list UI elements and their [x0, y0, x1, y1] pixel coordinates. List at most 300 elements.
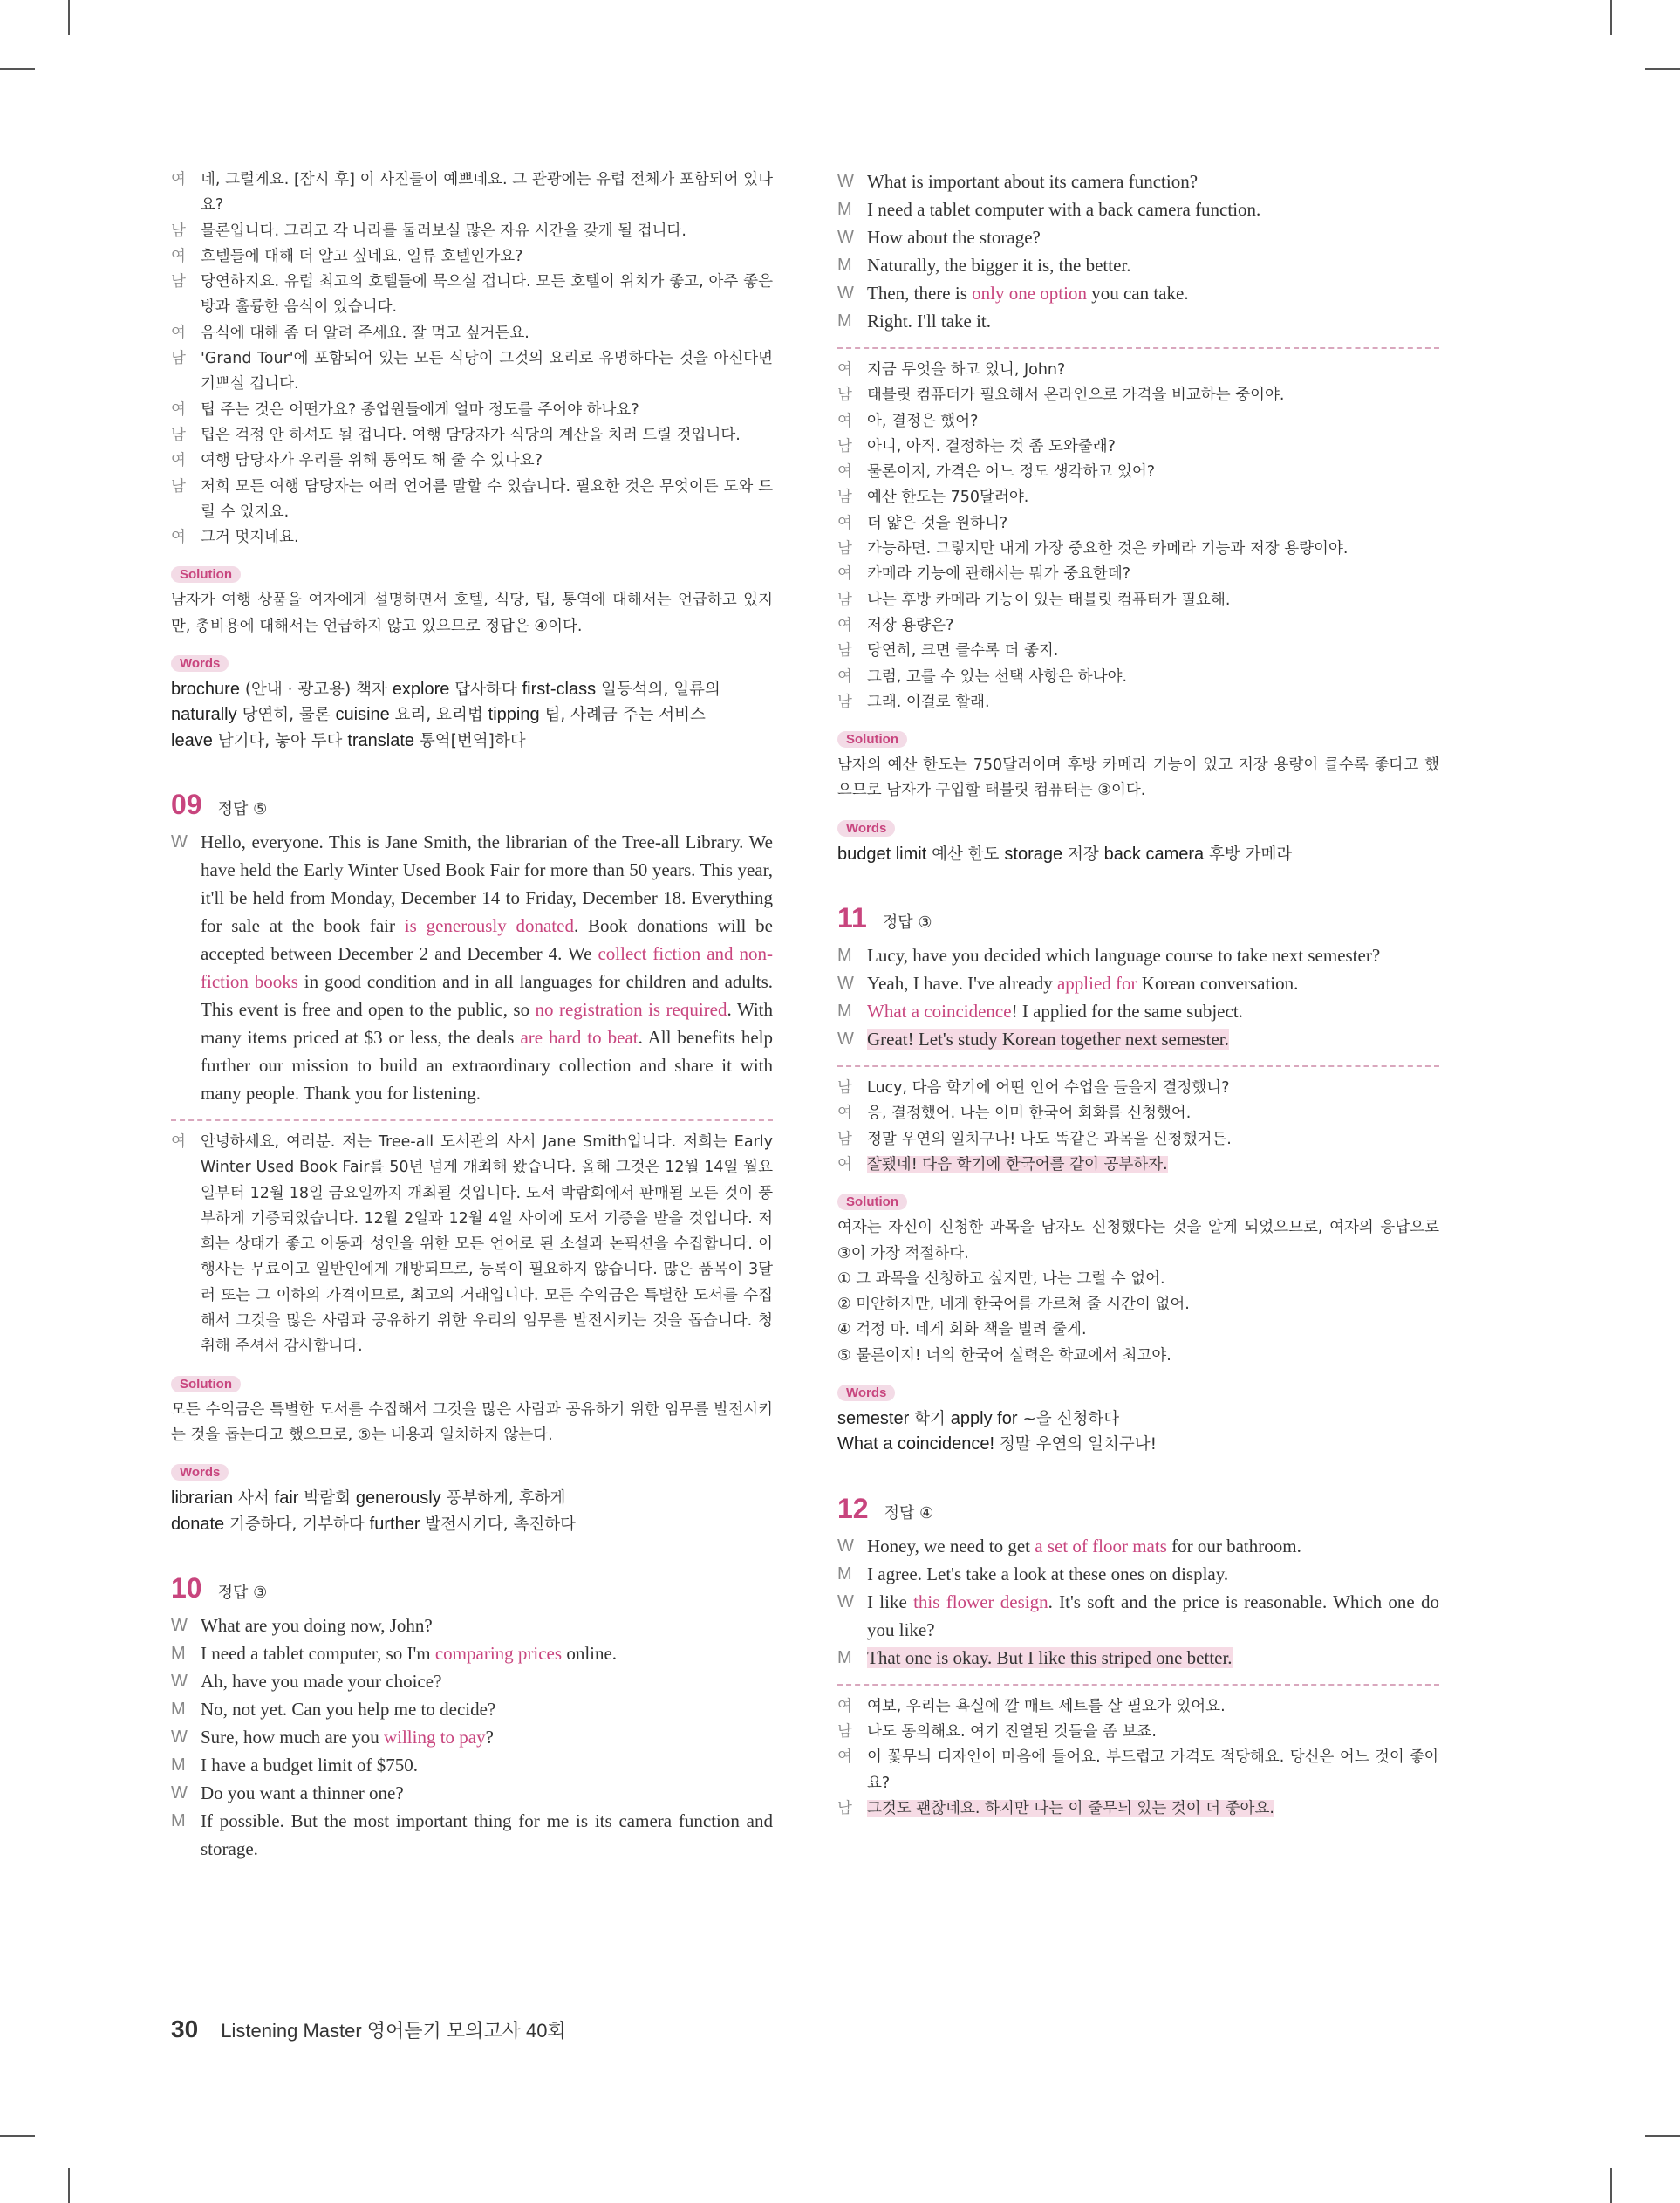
text-run: Sure, how much are you: [201, 1726, 384, 1748]
vocab-meaning: 통역[번역]하다: [414, 731, 526, 750]
dialogue-line: [171, 1611, 773, 1639]
line-text: [867, 1560, 1439, 1588]
dialogue-line: [837, 1127, 1439, 1153]
line-text: [867, 613, 1439, 639]
line-text-inner: 저장 용량은?: [867, 616, 954, 634]
speaker-label: W: [837, 228, 854, 247]
book-title: Listening Master 영어듣기 모의고사 40회: [221, 2020, 566, 2042]
vocab-word: cuisine: [335, 705, 390, 725]
speaker-label: 남: [171, 273, 186, 291]
line-text-inner: 여행 담당자가 우리를 위해 통역도 해 줄 수 있나요?: [201, 452, 543, 470]
speaker-label: M: [837, 256, 852, 275]
key-phrase: What a coincidence: [867, 1001, 1012, 1023]
dialogue-line: [171, 219, 773, 244]
dialogue-line: [837, 941, 1439, 969]
line-text: [867, 1796, 1439, 1822]
vocab-meaning: 후방 카메라: [1204, 845, 1293, 864]
key-phrase: willing to pay: [383, 1726, 486, 1748]
question-12-kr: [837, 1694, 1439, 1822]
text-run: Lucy, have you decided which language course to take next semester?: [867, 945, 1381, 967]
line-text: [867, 1532, 1439, 1560]
line-text: [867, 251, 1439, 279]
line-text: [867, 690, 1439, 715]
vocab-word: generously: [355, 1488, 441, 1509]
line-text-inner: [867, 283, 1189, 304]
dialogue-line: [171, 525, 773, 551]
line-text-inner: [201, 1755, 418, 1775]
speaker-label: 여: [837, 616, 852, 634]
question-number: 10: [171, 1571, 202, 1604]
line-text: [201, 1723, 773, 1751]
line-text: [201, 270, 773, 321]
dialogue-line: [837, 460, 1439, 485]
option-line: ④ 걱정 마. 네게 회화 책을 빌려 줄게.: [837, 1321, 1087, 1339]
question-number: 11: [837, 902, 867, 934]
text-run: Korean conversation.: [1137, 973, 1299, 995]
vocab-meaning: (안내 · 광고용) 책자: [239, 681, 393, 700]
dialogue-line: [837, 1560, 1439, 1588]
vocab-meaning: 예산 한도: [926, 845, 1005, 864]
vocab-meaning: 풍부하게, 후하게: [440, 1489, 566, 1509]
divider: [171, 1119, 773, 1121]
dialogue-line: [171, 1779, 773, 1807]
answer-options: [837, 1267, 1439, 1369]
text-run: ! I applied for the same subject.: [1011, 1001, 1243, 1023]
key-phrase: this flower design: [913, 1591, 1048, 1612]
speaker-label: 남: [837, 1722, 852, 1741]
question-11-kr: [837, 1076, 1439, 1178]
option-line: ② 미안하지만, 네게 한국어를 가르쳐 줄 시간이 없어.: [837, 1296, 1190, 1314]
vocab-meaning: 정말 우연의 일치구나!: [994, 1435, 1158, 1454]
line-text: [867, 434, 1439, 460]
line-text: [867, 1076, 1439, 1101]
speaker-label: W: [171, 831, 188, 852]
line-text: [201, 1807, 773, 1863]
line-text-inner: 예산 한도는 750달러야.: [867, 489, 1029, 507]
solution-text: 여자는 자신이 신청한 과목을 남자도 신청했다는 것을 알게 되었으므로, 여자의 응답으로 ③이 가장 적절하다.: [837, 1219, 1439, 1262]
text-run: you can take.: [1086, 283, 1189, 304]
dialogue-line: [171, 244, 773, 270]
text-run: for our bathroom.: [1166, 1535, 1301, 1556]
question-number: 12: [837, 1492, 869, 1524]
vocab-meaning: 박람회: [298, 1489, 356, 1509]
dialogue-line: [837, 279, 1439, 307]
speaker-label: W: [837, 1030, 854, 1050]
text-run: How about the storage?: [867, 227, 1041, 248]
speaker-label: W: [171, 1615, 188, 1635]
solution-text: 남자의 예산 한도는 750달러이며 후방 카메라 기능이 있고 저장 용량이 클수록 좋다고 했으므로 남자가 구입할 태블릿 컴퓨터는 ③이다.: [837, 756, 1439, 800]
dialogue-line: [171, 1695, 773, 1723]
text-run: ?: [485, 1726, 494, 1748]
speaker-label: 여: [171, 1132, 186, 1151]
line-text-inner: [867, 1536, 1301, 1556]
line-text: [867, 562, 1439, 587]
vocab-meaning: 발전시키다, 촉진하다: [420, 1515, 576, 1534]
question-09-kr: [171, 1130, 773, 1360]
line-text-inner: [201, 1810, 773, 1859]
speaker-label: M: [171, 1699, 186, 1719]
line-text: [867, 1101, 1439, 1126]
vocab-meaning: 당연히, 물론: [236, 706, 336, 725]
line-text-inner: [201, 1699, 495, 1720]
speaker-label: M: [837, 1002, 852, 1022]
solution-text: 모든 수익금은 특별한 도서를 수집해서 그것을 많은 사람과 공유하기 위한 임무를 발전시키는 것을 돕는다고 했으므로, ⑤는 내용과 일치하지 않는다.: [171, 1400, 773, 1444]
words-line: [171, 729, 773, 754]
line-text-inner: [867, 255, 1130, 276]
line-text-inner: 응, 결정했어. 나는 이미 한국어 회화를 신청했어.: [867, 1105, 1192, 1123]
dialogue-line: [171, 1751, 773, 1779]
line-text: [867, 1127, 1439, 1153]
text-run: online.: [562, 1642, 618, 1664]
line-text: [201, 1639, 773, 1667]
line-text-inner: 팁 주는 것은 어떤가요? 종업원들에게 얼마 정도를 주어야 하나요?: [201, 400, 639, 419]
line-text: [867, 168, 1439, 195]
text-run: I agree. Let's take a look at these ones on display.: [867, 1563, 1229, 1584]
speaker-label: W: [171, 1671, 188, 1691]
line-text-inner: 물론이지, 가격은 어느 정도 생각하고 있어?: [867, 463, 1156, 482]
dialogue-line: [837, 511, 1439, 537]
words-line: [837, 1406, 1439, 1432]
text-run: . All benefits help further our mission to build an extraordinary collection and share it with many people. Thank you for listening.: [201, 1026, 774, 1104]
speaker-label: 여: [171, 247, 186, 265]
speaker-label: 남: [837, 693, 852, 711]
vocab-word: donate: [171, 1514, 225, 1534]
line-text-inner: 나는 후방 카메라 기능이 있는 태블릿 컴퓨터가 필요해.: [867, 591, 1231, 609]
line-text: [867, 383, 1439, 408]
vocab-meaning: 팁, 사례금 주는 서비스: [539, 706, 706, 725]
vocab-meaning: 사서: [233, 1489, 275, 1509]
dialogue-line: [837, 1644, 1439, 1672]
line-text-inner: 나도 동의해요. 여기 진열된 것들을 좀 보죠.: [867, 1722, 1157, 1741]
dialogue-line: [171, 1723, 773, 1751]
line-text-inner: [867, 1591, 1439, 1640]
dialogue-line: [837, 1720, 1439, 1745]
dialogue-line: [171, 398, 773, 423]
line-text-inner: [867, 1563, 1228, 1584]
solution-label: Solution: [171, 1376, 241, 1392]
line-text-inner: 정말 우연의 일치구나! 나도 똑같은 과목을 신청했거든.: [867, 1130, 1232, 1148]
line-text: [867, 460, 1439, 485]
speaker-label: 남: [171, 477, 186, 496]
text-run: . With many items priced at $3 or less, the deals: [201, 998, 773, 1048]
speaker-label: 여: [171, 171, 186, 188]
dialogue-line: [837, 537, 1439, 562]
line-text-inner: 아니, 아직. 결정하는 것 좀 도와줄래?: [867, 437, 1116, 455]
text-run: I need a tablet computer with a back camera function.: [867, 199, 1261, 220]
divider: [837, 1684, 1439, 1686]
vocab-word: budget limit: [837, 844, 927, 864]
key-phrase: comparing prices: [434, 1642, 563, 1664]
speaker-label: M: [837, 946, 852, 966]
line-text: [867, 941, 1439, 969]
dialogue-line: [837, 1532, 1439, 1560]
line-text: [867, 588, 1439, 613]
dialogue-line: [171, 423, 773, 448]
line-text-inner: [201, 1727, 494, 1748]
text-run: Right. I'll take it.: [867, 311, 992, 332]
line-text-inner: Lucy, 다음 학기에 어떤 언어 수업을 들을지 결정했니?: [867, 1079, 1230, 1098]
words-label: Words: [837, 820, 895, 837]
words-line: [837, 842, 1439, 867]
speaker-label: 남: [837, 387, 852, 405]
dialogue-line: [837, 307, 1439, 335]
dialogue-line: [837, 1025, 1439, 1053]
speaker-label: 여: [171, 452, 186, 470]
vocab-word: further: [369, 1514, 420, 1534]
text-run: Yeah, I have. I've already: [867, 973, 1057, 995]
line-text: [201, 398, 773, 423]
line-text-inner: 'Grand Tour'에 포함되어 있는 모든 식당이 그것의 요리로 유명하다는 것을 아신다면 기쁘실 겁니다.: [201, 350, 773, 393]
speaker-label: M: [171, 1643, 186, 1663]
question-11-heading: [837, 902, 1439, 934]
key-phrase: are hard to beat: [520, 1026, 639, 1048]
line-text-inner: 여보, 우리는 욕실에 깔 매트 세트를 살 필요가 있어요.: [867, 1697, 1226, 1715]
dialogue-line: [837, 665, 1439, 690]
speaker-label: 여: [171, 529, 186, 547]
words-line: [171, 677, 773, 702]
words-line: [837, 1432, 1439, 1457]
speaker-label: 남: [837, 642, 852, 660]
answer-label: 정답 ③: [217, 1583, 268, 1602]
speaker-label: 여: [171, 324, 186, 342]
text-run: Naturally, the bigger it is, the better.: [867, 255, 1131, 276]
vocab-word: storage: [1004, 844, 1063, 864]
divider: [837, 1065, 1439, 1067]
line-text-inner: 태블릿 컴퓨터가 필요해서 온라인으로 가격을 비교하는 중이야.: [867, 387, 1285, 405]
words-label: Words: [171, 1464, 229, 1481]
dialogue-line: [837, 358, 1439, 383]
speaker-label: 남: [171, 350, 186, 368]
right-column: [837, 168, 1439, 1822]
words-line: [171, 702, 773, 728]
dialogue-line: [837, 639, 1439, 664]
line-text: [867, 1153, 1439, 1178]
line-text-inner: [867, 311, 991, 332]
line-text-inner: 음식에 대해 좀 더 알려 주세요. 잘 먹고 싶거든요.: [201, 324, 529, 342]
speaker-label: 여: [837, 361, 852, 379]
solution-label: Solution: [837, 1194, 907, 1210]
text-run: Then, there is: [867, 283, 973, 304]
speaker-label: 남: [837, 1130, 852, 1148]
key-phrase: collect fiction and non-fiction books: [201, 942, 773, 992]
line-text-inner: 호텔들에 대해 더 알고 싶네요. 일류 호텔인가요?: [201, 247, 523, 265]
dialogue-line: [837, 434, 1439, 460]
line-text: [201, 219, 773, 244]
line-text: [867, 511, 1439, 537]
line-text-inner: [201, 1782, 404, 1803]
vocab-word: fair: [274, 1488, 299, 1509]
dialogue-line: [837, 1694, 1439, 1720]
dialogue-line: [171, 321, 773, 346]
key-phrase: a set of floor mats: [1035, 1535, 1167, 1556]
kr-text: 안녕하세요, 여러분. 저는 Tree-all 도서관의 사서 Jane Smith입니다. 저희는 Early Winter Used Book Fair를 50년 넘게 개최해 왔습니다. 올해 그것은 12월 14일 월요일부터 12월 18일 금요일까지 개최될 것입니다. 도서 박람회에서 판매될 모든 것이 풍부하게 기증되었습니다. 12월 2일과 12월 4일 사이에 도서 기증을 받을 것입니다. 저희는 상태가 좋고 아동과 성인을 위한 모든 언어로 된 소설과 논픽션을 수집합니다. 이 행사는 무료이고 일반인에게 개방되므로, 등록이 필요하지 않습니다. 많은 품목이 3달러 또는 그 이하의 가격이므로, 최고의 거래입니다. 모든 수익금은 특별한 도서를 수집해서 그것을 많은 사람과 공유하기 위한 우리의 임무를 발전시키는 것을 돕습니다. 청취해 주셔서 감사합니다.: [201, 1132, 773, 1356]
speaker-label: 여: [171, 400, 186, 419]
key-phrase: applied for: [1056, 973, 1137, 995]
dialogue-line: [171, 1639, 773, 1667]
vocab-word: semester: [837, 1409, 910, 1429]
solution-label: Solution: [837, 731, 907, 748]
vocab-word: librarian: [171, 1488, 234, 1509]
dialogue-line: [837, 1588, 1439, 1644]
text-run: Hello, everyone. This is Jane Smith, the librarian of the Tree-all Library. We have held the Early Winter Used Book Fair for more than 50 years. This year, it'll be held from Monday, December 14 to Friday, December 18. Everything for sale at the book fair: [201, 831, 773, 936]
dialogue-line: [837, 997, 1439, 1025]
text-run: in good condition and in all languages for children and adults. This event is free and open to the public, so: [201, 970, 773, 1020]
words-line: [171, 1512, 773, 1537]
speaker-label: 여: [837, 1105, 852, 1123]
dialogue-line: [837, 383, 1439, 408]
line-text: [867, 1694, 1439, 1720]
speaker-label: M: [837, 200, 852, 219]
answer-label: 정답 ④: [884, 1503, 934, 1522]
line-text-inner: [867, 945, 1380, 966]
dialogue-line: [171, 346, 773, 398]
line-text: [867, 997, 1439, 1025]
dialogue-line: [837, 969, 1439, 997]
dialogue-line: [837, 168, 1439, 195]
vocab-word: back camera: [1103, 844, 1205, 864]
vocab-word: brochure: [171, 680, 240, 700]
speaker-label: W: [171, 1782, 188, 1803]
vocab-word: naturally: [171, 705, 237, 725]
dialogue-line: [837, 195, 1439, 223]
dialogue-line: [171, 475, 773, 526]
line-text: [867, 195, 1439, 223]
vocab-word: tipping: [488, 705, 540, 725]
words-label: Words: [171, 655, 229, 672]
solution-label: Solution: [171, 566, 241, 583]
dialogue-line: [837, 409, 1439, 434]
question-10-kr: [837, 358, 1439, 715]
vocab-word: What a coincidence!: [837, 1434, 995, 1454]
speaker-label: 여: [837, 1748, 852, 1767]
dialogue-line: [837, 1101, 1439, 1126]
line-text: [201, 321, 773, 346]
dialogue-line: [837, 1076, 1439, 1101]
line-text-inner: 그래. 이걸로 할래.: [867, 693, 990, 711]
text-run: Do you want a thinner one?: [201, 1782, 404, 1803]
option-line: ⑤ 물론이지! 너의 한국어 실력은 학교에서 최고야.: [837, 1346, 1171, 1365]
page-number: 30: [171, 2015, 199, 2042]
key-phrase: only one option: [972, 283, 1087, 304]
dialogue-line: [171, 270, 773, 321]
speaker-label: 남: [837, 1079, 852, 1098]
line-text: [867, 279, 1439, 307]
line-text-inner: 가능하면. 그렇지만 내게 가장 중요한 것은 카메라 기능과 저장 용량이야.: [867, 540, 1349, 558]
words-list: [837, 842, 1439, 867]
question-number: 09: [171, 788, 202, 820]
line-text-inner: 이 꽃무늬 디자인이 마음에 들어요. 부드럽고 가격도 적당해요. 당신은 어느 것이 좋아요?: [867, 1748, 1439, 1792]
line-text: [867, 665, 1439, 690]
speaker-label: M: [171, 1810, 186, 1830]
option-line: ① 그 과목을 신청하고 싶지만, 나는 그럴 수 없어.: [837, 1269, 1165, 1288]
key-phrase: no registration is required: [535, 998, 727, 1020]
line-text: [201, 1695, 773, 1723]
line-text-inner: 그것도 괜찮네요. 하지만 나는 이 줄무늬 있는 것이 더 좋아요.: [867, 1799, 1274, 1817]
answer-label: 정답 ⑤: [217, 799, 268, 818]
words-label: Words: [837, 1385, 895, 1401]
speaker-label: 여: [837, 412, 852, 430]
vocab-word: apply for: [950, 1409, 1018, 1429]
line-text: [201, 475, 773, 526]
line-text: [867, 1025, 1439, 1053]
vocab-meaning: 일등석의, 일류의: [596, 681, 720, 700]
speaker-label: 남: [837, 489, 852, 507]
line-text: [867, 409, 1439, 434]
vocab-word: explore: [392, 680, 450, 700]
speaker-label: W: [837, 974, 854, 994]
line-text: [867, 307, 1439, 335]
vocab-meaning: 학기: [909, 1410, 951, 1429]
speaker-label: W: [837, 172, 854, 191]
line-text: [201, 1779, 773, 1807]
vocab-meaning: 답사하다: [449, 681, 522, 700]
line-text-inner: [201, 1615, 433, 1636]
line-text-inner: 카메라 기능에 관해서는 뭐가 중요한데?: [867, 565, 1131, 584]
line-text-inner: 지금 무엇을 하고 있니, John?: [867, 361, 1066, 379]
line-text-inner: [867, 973, 1298, 994]
line-text: [867, 537, 1439, 562]
line-text: [201, 346, 773, 398]
speaker-label: W: [171, 1727, 188, 1747]
words-line: [171, 1486, 773, 1511]
speaker-label: 남: [171, 222, 186, 240]
line-text-inner: [867, 171, 1198, 192]
dialogue-line: [837, 251, 1439, 279]
line-text: [867, 223, 1439, 251]
speaker-label: 여: [837, 463, 852, 482]
speaker-label: 남: [171, 426, 186, 444]
speaker-label: 남: [837, 1799, 852, 1817]
words-list: [171, 677, 773, 754]
speaker-label: 여: [837, 565, 852, 584]
vocab-meaning: 요리, 요리법: [389, 706, 488, 725]
page-footer: [171, 2015, 566, 2043]
text-run: Honey, we need to get: [867, 1535, 1035, 1556]
line-text: [867, 485, 1439, 510]
dialogue-line: [171, 1807, 773, 1863]
dialogue-line: [837, 613, 1439, 639]
text-run: That one is okay. But I like this striped one better.: [867, 1646, 1233, 1668]
line-text: [867, 639, 1439, 664]
line-text-inner: [867, 1001, 1243, 1022]
line-text-inner: 팁은 걱정 안 하셔도 될 겁니다. 여행 담당자가 식당의 계산을 치러 드릴 것입니다.: [201, 426, 741, 444]
dialogue-line: [837, 1796, 1439, 1822]
speaker-label: 남: [837, 591, 852, 609]
left-column: [171, 168, 773, 1863]
speaker-label: W: [837, 284, 854, 303]
vocab-word: translate: [347, 730, 415, 750]
solution-text: 남자가 여행 상품을 여자에게 설명하면서 호텔, 식당, 팁, 통역에 대해서는 언급하고 있지만, 총비용에 대해서는 언급하지 않고 있으므로 정답은 ④이다.: [171, 592, 773, 635]
line-text-inner: 잘됐네! 다음 학기에 한국어를 같이 공부하자.: [867, 1155, 1168, 1173]
speaker-label: M: [837, 1647, 852, 1667]
question-10-script: [171, 1611, 773, 1863]
line-text-inner: [867, 1647, 1233, 1668]
words-list: [837, 1406, 1439, 1458]
line-text-inner: 네, 그럴게요. [잠시 후] 이 사진들이 예쁘네요. 그 관광에는 유럽 전체가 포함되어 있나요?: [201, 171, 773, 215]
text-run: No, not yet. Can you help me to decide?: [201, 1698, 496, 1720]
line-text: [201, 448, 773, 474]
vocab-word: leave: [171, 730, 213, 750]
line-text: [867, 358, 1439, 383]
line-text-inner: 그거 멋지네요.: [201, 529, 299, 547]
text-run: What is important about its camera function?: [867, 171, 1199, 192]
line-text-inner: [201, 1671, 441, 1692]
dialogue-line: [837, 223, 1439, 251]
speaker-label: 여: [837, 1697, 852, 1715]
line-text-inner: [201, 1643, 617, 1664]
question-11-script: [837, 941, 1439, 1053]
dialogue-line: [837, 1153, 1439, 1178]
